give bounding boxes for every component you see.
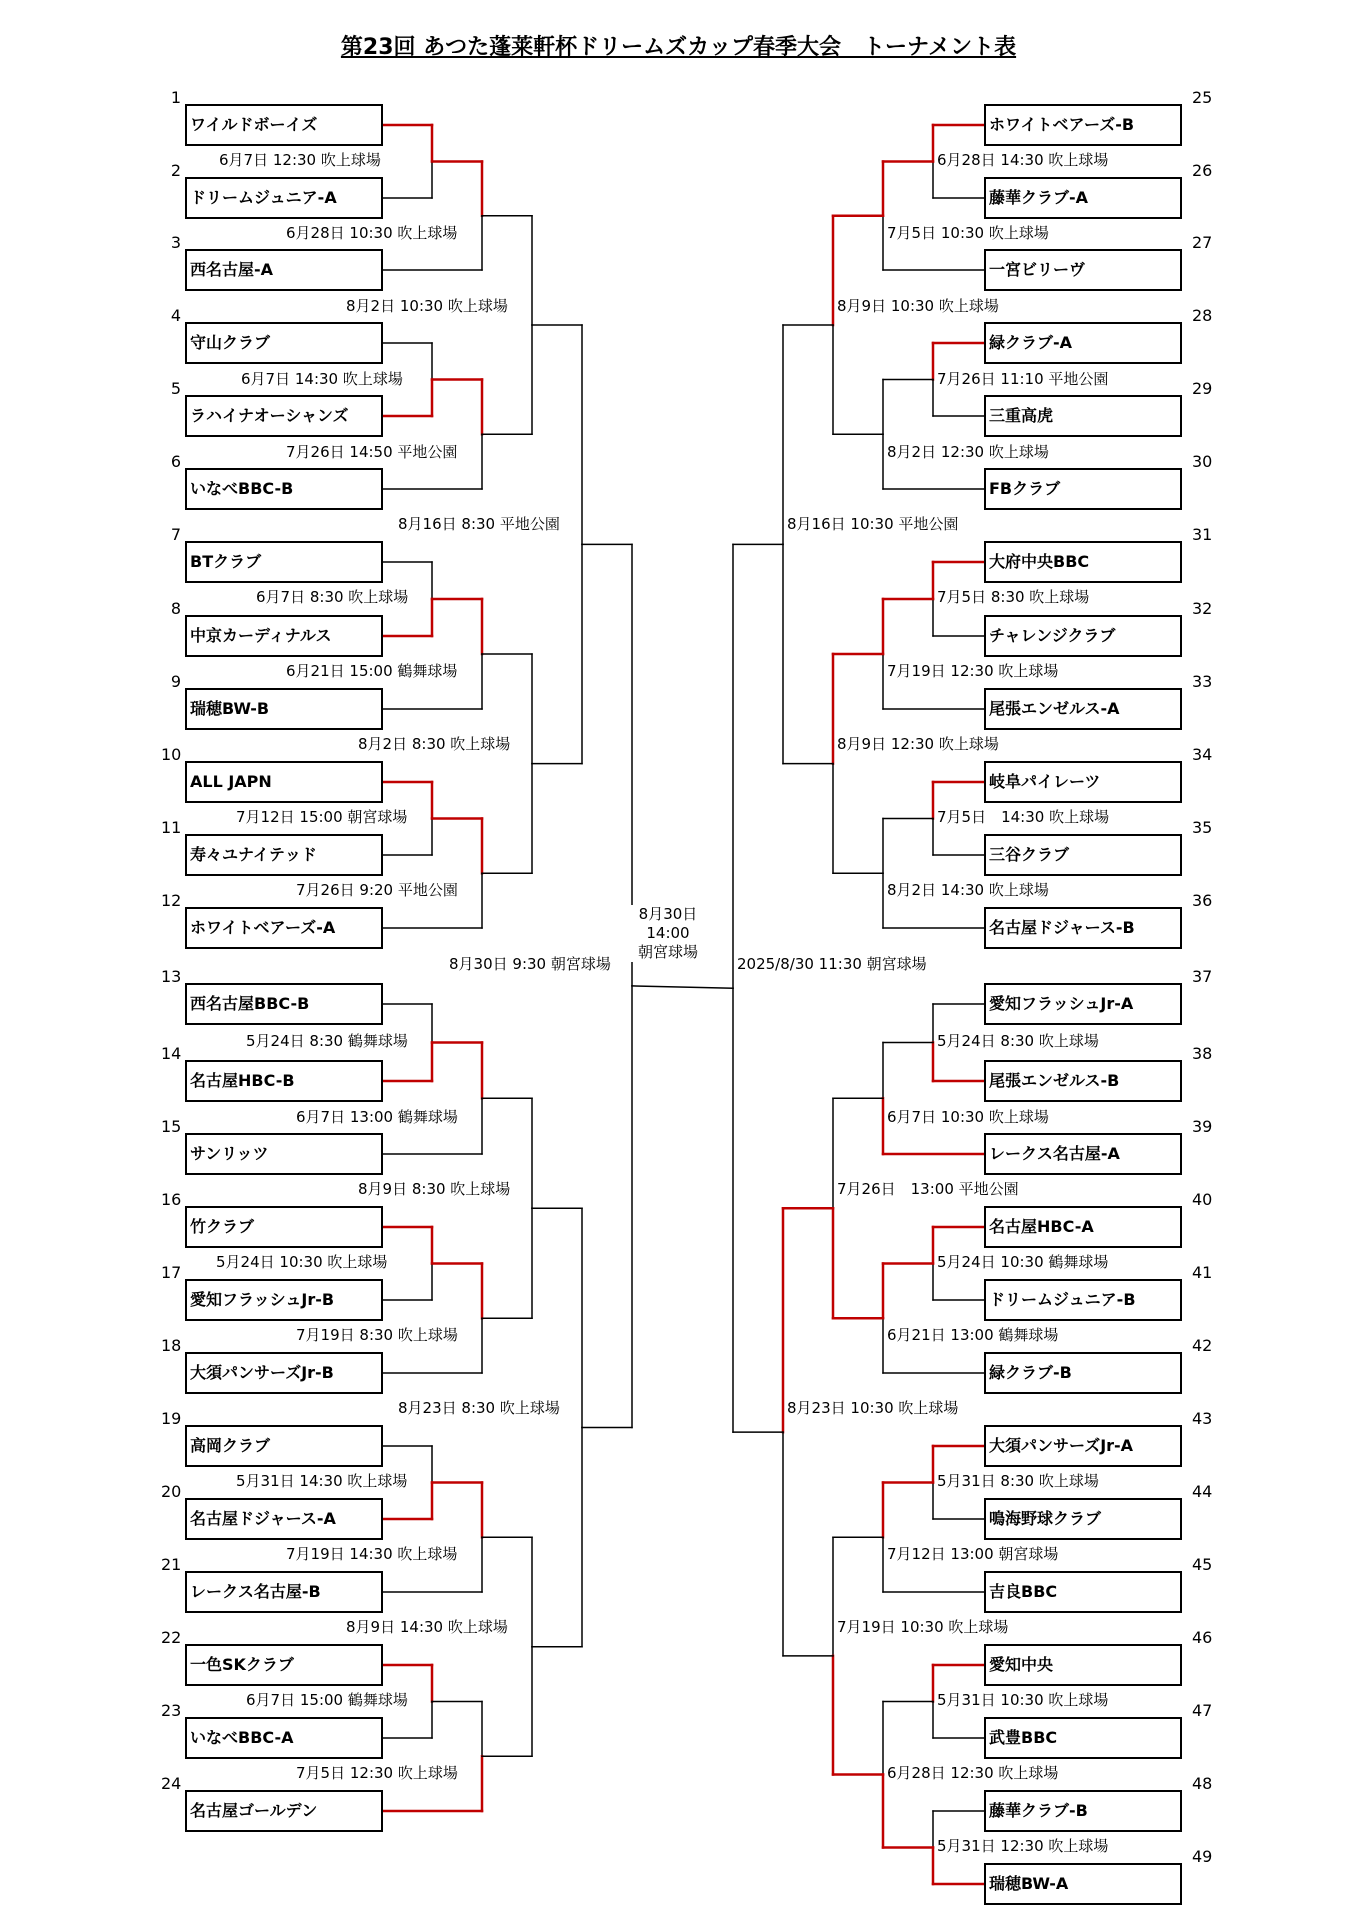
team-number: 13 xyxy=(161,967,182,986)
match-label: 8月30日 9:30 朝宮球場 xyxy=(449,955,611,973)
team-number: 36 xyxy=(1192,891,1213,910)
team-number: 44 xyxy=(1192,1482,1213,1501)
team-box: レークス名古屋-A xyxy=(984,1133,1182,1175)
match-label: 7月5日 10:30 吹上球場 xyxy=(887,224,1049,242)
team-number: 21 xyxy=(161,1555,182,1574)
team-number: 6 xyxy=(170,452,181,471)
team-box: サンリッツ xyxy=(185,1133,383,1175)
team-box: 一宮ビリーヴ xyxy=(984,249,1182,291)
match-label: 7月12日 13:00 朝宮球場 xyxy=(887,1545,1059,1563)
team-box: 一色SKクラブ xyxy=(185,1644,383,1686)
match-label: 5月24日 8:30 吹上球場 xyxy=(937,1032,1099,1050)
match-label: 6月28日 14:30 吹上球場 xyxy=(937,151,1109,169)
team-box: チャレンジクラブ xyxy=(984,615,1182,657)
match-label: 6月7日 14:30 吹上球場 xyxy=(241,370,403,388)
team-number: 8 xyxy=(170,599,181,618)
team-number: 25 xyxy=(1192,88,1213,107)
team-number: 2 xyxy=(170,161,181,180)
team-box: 緑クラブ-A xyxy=(984,322,1182,364)
match-label: 8月2日 8:30 吹上球場 xyxy=(358,735,511,753)
team-box: 藤華クラブ-B xyxy=(984,1790,1182,1832)
match-label: 5月24日 8:30 鶴舞球場 xyxy=(246,1032,408,1050)
match-label: 6月28日 12:30 吹上球場 xyxy=(887,1764,1059,1782)
match-label: 5月31日 14:30 吹上球場 xyxy=(236,1472,408,1490)
team-number: 15 xyxy=(161,1117,182,1136)
match-label: 6月21日 15:00 鶴舞球場 xyxy=(286,662,458,680)
team-box: 尾張エンゼルス-B xyxy=(984,1060,1182,1102)
match-label: 8月2日 12:30 吹上球場 xyxy=(887,443,1049,461)
team-number: 7 xyxy=(170,525,181,544)
team-number: 1 xyxy=(170,88,181,107)
team-box: FBクラブ xyxy=(984,468,1182,510)
team-number: 29 xyxy=(1192,379,1213,398)
team-box: 三谷クラブ xyxy=(984,834,1182,876)
match-label: 6月21日 13:00 鶴舞球場 xyxy=(887,1326,1059,1344)
match-label: 7月19日 14:30 吹上球場 xyxy=(286,1545,458,1563)
team-number: 17 xyxy=(161,1263,182,1282)
team-number: 37 xyxy=(1192,967,1213,986)
team-box: 緑クラブ-B xyxy=(984,1352,1182,1394)
final-time: 14:00 xyxy=(646,924,690,942)
team-box: 愛知フラッシュJr-A xyxy=(984,983,1182,1025)
team-number: 42 xyxy=(1192,1336,1213,1355)
team-number: 46 xyxy=(1192,1628,1213,1647)
team-box: 西名古屋BBC-B xyxy=(185,983,383,1025)
team-number: 5 xyxy=(170,379,181,398)
match-label: 7月19日 8:30 吹上球場 xyxy=(296,1326,458,1344)
team-box: ホワイトベアーズ-B xyxy=(984,104,1182,146)
team-number: 12 xyxy=(161,891,182,910)
team-box: 武豊BBC xyxy=(984,1717,1182,1759)
team-box: 岐阜パイレーツ xyxy=(984,761,1182,803)
team-box: 大須パンサーズJr-B xyxy=(185,1352,383,1394)
match-label: 7月5日 12:30 吹上球場 xyxy=(296,1764,458,1782)
team-number: 30 xyxy=(1192,452,1213,471)
match-label: 8月16日 10:30 平地公園 xyxy=(787,515,959,533)
match-label: 6月7日 8:30 吹上球場 xyxy=(256,588,409,606)
team-box: 名古屋ドジャース-A xyxy=(185,1498,383,1540)
team-number: 19 xyxy=(161,1409,182,1428)
match-label: 7月26日 9:20 平地公園 xyxy=(296,881,458,899)
final-match-label xyxy=(626,905,710,962)
final-date: 8月30日 xyxy=(638,905,698,923)
team-number: 40 xyxy=(1192,1190,1213,1209)
team-number: 47 xyxy=(1192,1701,1213,1720)
team-number: 41 xyxy=(1192,1263,1213,1282)
match-label: 7月26日 13:00 平地公園 xyxy=(837,1180,1019,1198)
match-label: 5月24日 10:30 鶴舞球場 xyxy=(937,1253,1109,1271)
page-title: 第23回 あつた蓬莱軒杯ドリームズカップ春季大会 トーナメント表 xyxy=(340,35,1017,60)
team-box: ドリームジュニア-A xyxy=(185,177,383,219)
team-number: 4 xyxy=(170,306,181,325)
match-label: 6月7日 13:00 鶴舞球場 xyxy=(296,1108,458,1126)
team-box: ホワイトベアーズ-A xyxy=(185,907,383,949)
team-number: 10 xyxy=(161,745,182,764)
team-box: いなべBBC-A xyxy=(185,1717,383,1759)
match-label: 6月7日 12:30 吹上球場 xyxy=(219,151,381,169)
team-number: 34 xyxy=(1192,745,1213,764)
team-number: 23 xyxy=(161,1701,182,1720)
match-label: 6月7日 15:00 鶴舞球場 xyxy=(246,1691,408,1709)
team-number: 18 xyxy=(161,1336,182,1355)
team-number: 26 xyxy=(1192,161,1213,180)
final-venue: 朝宮球場 xyxy=(637,943,698,961)
team-number: 38 xyxy=(1192,1044,1213,1063)
team-box: 竹クラブ xyxy=(185,1206,383,1248)
match-label: 8月9日 8:30 吹上球場 xyxy=(358,1180,511,1198)
team-box: 名古屋HBC-A xyxy=(984,1206,1182,1248)
match-label: 5月31日 12:30 吹上球場 xyxy=(937,1837,1109,1855)
team-box: 愛知フラッシュJr-B xyxy=(185,1279,383,1321)
team-box: ワイルドボーイズ xyxy=(185,104,383,146)
match-label: 7月26日 14:50 平地公園 xyxy=(286,443,458,461)
team-box: ALL JAPN xyxy=(185,761,383,803)
team-box: 鳴海野球クラブ xyxy=(984,1498,1182,1540)
team-number: 11 xyxy=(161,818,182,837)
match-label: 5月24日 10:30 吹上球場 xyxy=(216,1253,388,1271)
match-label: 8月23日 10:30 吹上球場 xyxy=(787,1399,959,1417)
team-box: 大須パンサーズJr-A xyxy=(984,1425,1182,1467)
team-number: 28 xyxy=(1192,306,1213,325)
match-label: 8月9日 10:30 吹上球場 xyxy=(837,297,999,315)
team-box: レークス名古屋-B xyxy=(185,1571,383,1613)
team-box: 寿々ユナイテッド xyxy=(185,834,383,876)
match-label: 2025/8/30 11:30 朝宮球場 xyxy=(737,955,927,973)
team-box: 大府中央BBC xyxy=(984,541,1182,583)
match-label: 7月26日 11:10 平地公園 xyxy=(937,370,1109,388)
match-label: 7月5日 8:30 吹上球場 xyxy=(937,588,1090,606)
team-box: 中京カーディナルス xyxy=(185,615,383,657)
team-number: 43 xyxy=(1192,1409,1213,1428)
team-box: BTクラブ xyxy=(185,541,383,583)
match-label: 8月23日 8:30 吹上球場 xyxy=(398,1399,560,1417)
team-number: 22 xyxy=(161,1628,182,1647)
match-label: 8月2日 10:30 吹上球場 xyxy=(346,297,508,315)
team-number: 48 xyxy=(1192,1774,1213,1793)
team-box: 名古屋HBC-B xyxy=(185,1060,383,1102)
team-box: 瑞穂BW-A xyxy=(984,1863,1182,1905)
team-number: 24 xyxy=(161,1774,182,1793)
match-label: 7月19日 12:30 吹上球場 xyxy=(887,662,1059,680)
team-number: 32 xyxy=(1192,599,1213,618)
match-label: 8月2日 14:30 吹上球場 xyxy=(887,881,1049,899)
team-box: 名古屋ドジャース-B xyxy=(984,907,1182,949)
match-label: 8月9日 12:30 吹上球場 xyxy=(837,735,999,753)
team-box: 愛知中央 xyxy=(984,1644,1182,1686)
team-number: 20 xyxy=(161,1482,182,1501)
team-box: 吉良BBC xyxy=(984,1571,1182,1613)
team-box: 西名古屋-A xyxy=(185,249,383,291)
team-box: 尾張エンゼルス-A xyxy=(984,688,1182,730)
team-box: いなべBBC-B xyxy=(185,468,383,510)
team-number: 31 xyxy=(1192,525,1213,544)
match-label: 7月12日 15:00 朝宮球場 xyxy=(236,808,408,826)
team-number: 49 xyxy=(1192,1847,1213,1866)
team-number: 35 xyxy=(1192,818,1213,837)
team-number: 16 xyxy=(161,1190,182,1209)
team-box: ラハイナオーシャンズ xyxy=(185,395,383,437)
match-label: 7月19日 10:30 吹上球場 xyxy=(837,1618,1009,1636)
match-label: 5月31日 8:30 吹上球場 xyxy=(937,1472,1099,1490)
match-label: 8月16日 8:30 平地公園 xyxy=(398,515,560,533)
team-number: 14 xyxy=(161,1044,182,1063)
team-box: 藤華クラブ-A xyxy=(984,177,1182,219)
team-box: 守山クラブ xyxy=(185,322,383,364)
team-box: 高岡クラブ xyxy=(185,1425,383,1467)
team-number: 9 xyxy=(170,672,181,691)
match-label: 8月9日 14:30 吹上球場 xyxy=(346,1618,508,1636)
bracket-line xyxy=(632,986,733,988)
team-number: 27 xyxy=(1192,233,1213,252)
match-label: 7月5日 14:30 吹上球場 xyxy=(937,808,1110,826)
match-label: 5月31日 10:30 吹上球場 xyxy=(937,1691,1109,1709)
team-box: 瑞穂BW-B xyxy=(185,688,383,730)
team-number: 33 xyxy=(1192,672,1213,691)
team-box: ドリームジュニア-B xyxy=(984,1279,1182,1321)
team-box: 三重高虎 xyxy=(984,395,1182,437)
team-number: 45 xyxy=(1192,1555,1213,1574)
match-label: 6月7日 10:30 吹上球場 xyxy=(887,1108,1049,1126)
match-label: 6月28日 10:30 吹上球場 xyxy=(286,224,458,242)
team-box: 名古屋ゴールデン xyxy=(185,1790,383,1832)
team-number: 39 xyxy=(1192,1117,1213,1136)
team-number: 3 xyxy=(170,233,181,252)
